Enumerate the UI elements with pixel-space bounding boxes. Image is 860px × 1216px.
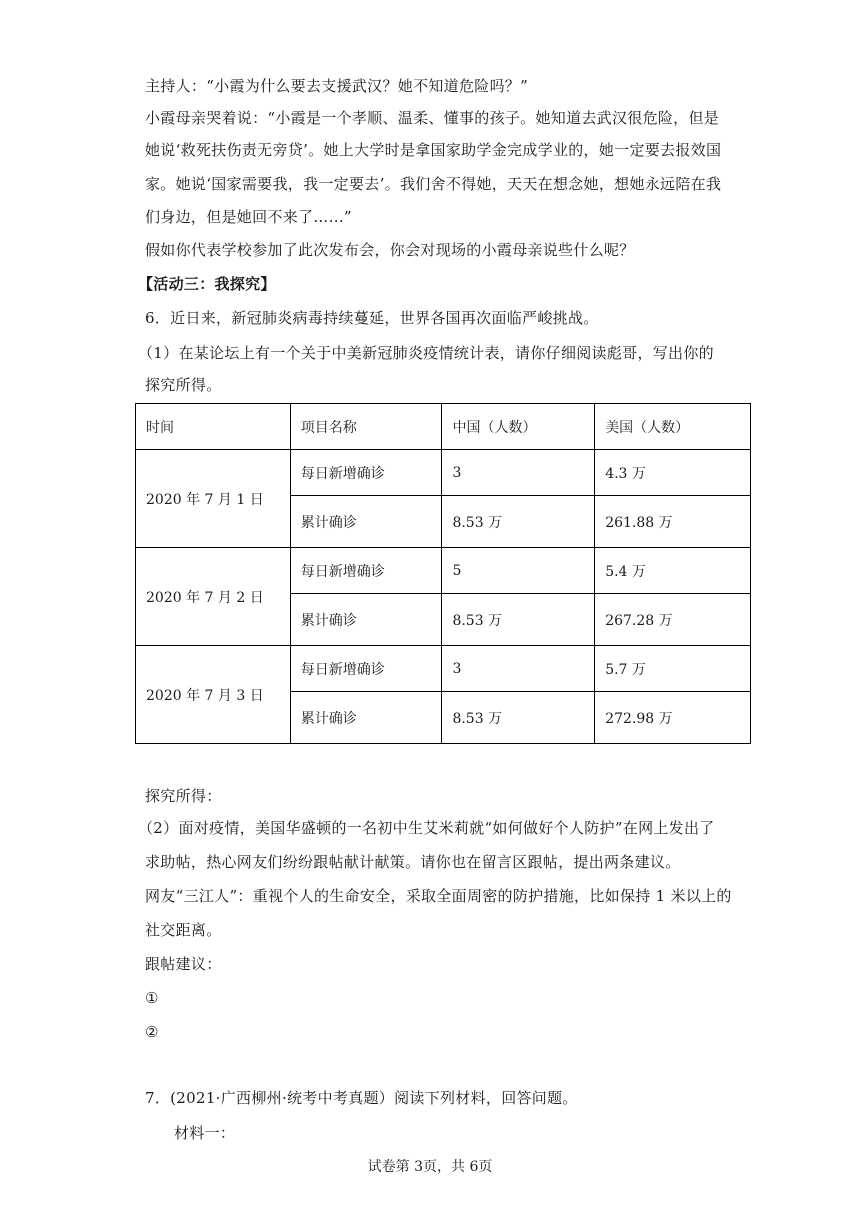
text-line: （2）面对疫情，美国华盛顿的一名初中生艾米莉就“如何做好个人防护”在网上发出了: [138, 819, 715, 837]
page-footer: 试卷第 3页，共 6页: [367, 1159, 493, 1175]
table-cell: 8.53 万: [442, 692, 595, 744]
text-line: 她说‘救死扶伤责无旁贷’。她上大学时是拿国家助学金完成学业的，她一定要去报效国: [145, 141, 722, 159]
question-7: 7．(2021·广西柳州·统考中考真题）阅读下列材料，回答问题。: [145, 1089, 578, 1107]
table-header: 项目名称: [290, 404, 442, 450]
table-cell: 每日新增确诊: [290, 548, 442, 594]
text-line: 探究所得：: [145, 787, 222, 805]
table-cell: 每日新增确诊: [290, 646, 442, 692]
text-line: （1）在某论坛上有一个关于中美新冠肺炎疫情统计表，请你仔细阅读彪哥，写出你的: [138, 344, 714, 362]
material-label: 材料一：: [174, 1124, 236, 1142]
table-cell: 267.28 万: [595, 594, 751, 646]
question-6: 6．近日来，新冠肺炎病毒持续蔓延，世界各国再次面临严峻挑战。: [145, 309, 599, 327]
date-cell: 2020 年 7 月 2 日: [136, 548, 291, 646]
answer-slot-1: ①: [145, 989, 159, 1007]
table-header: 美国（人数）: [595, 404, 751, 450]
table-header-row: [136, 404, 751, 450]
table-cell: 5.4 万: [595, 548, 751, 594]
table-cell: 4.3 万: [595, 450, 751, 496]
section-heading: 【活动三：我探究】: [138, 275, 276, 293]
text-line: 家。她说‘国家需要我，我一定要去’。我们舍不得她，天天在想念她，想她永远陪在我: [145, 175, 722, 193]
table-cell: 8.53 万: [442, 496, 595, 548]
text-line: 求助帖，热心网友们纷纷跟帖献计献策。请你也在留言区跟帖，提出两条建议。: [145, 853, 681, 871]
table-row: [136, 646, 751, 692]
table-cell: 累计确诊: [290, 692, 442, 744]
text-line: 小霞母亲哭着说：“小霞是一个孝顺、温柔、懂事的孩子。她知道去武汉很危险，但是: [145, 109, 720, 127]
date-cell: 2020 年 7 月 1 日: [136, 450, 291, 548]
table-cell: 5: [442, 548, 595, 594]
text-line: 跟帖建议：: [145, 955, 222, 973]
table-header: 时间: [136, 404, 291, 450]
table-cell: 3: [442, 646, 595, 692]
text-line: 主持人：“小霞为什么要去支援武汉？她不知道危险吗？”: [145, 77, 529, 95]
table-cell: 8.53 万: [442, 594, 595, 646]
table-cell: 272.98 万: [595, 692, 751, 744]
text-line: 探究所得。: [145, 376, 222, 394]
table-header: 中国（人数）: [442, 404, 595, 450]
table-cell: 每日新增确诊: [290, 450, 442, 496]
answer-slot-2: ②: [145, 1023, 159, 1041]
text-line: 社交距离。: [145, 921, 222, 939]
text-line: 假如你代表学校参加了此次发布会，你会对现场的小霞母亲说些什么呢？: [145, 241, 635, 259]
table-cell: 5.7 万: [595, 646, 751, 692]
text-line: 网友“三江人”：重视个人的生命安全，采取全面周密的防护措施，比如保持 1 米以上的: [145, 887, 732, 905]
table-row: [136, 548, 751, 594]
table-cell: 261.88 万: [595, 496, 751, 548]
table-cell: 累计确诊: [290, 594, 442, 646]
table-cell: 累计确诊: [290, 496, 442, 548]
table-cell: 3: [442, 450, 595, 496]
covid-stats-table: [135, 403, 751, 744]
date-cell: 2020 年 7 月 3 日: [136, 646, 291, 744]
text-line: 们身边，但是她回不来了……”: [145, 208, 352, 226]
table-row: [136, 450, 751, 496]
